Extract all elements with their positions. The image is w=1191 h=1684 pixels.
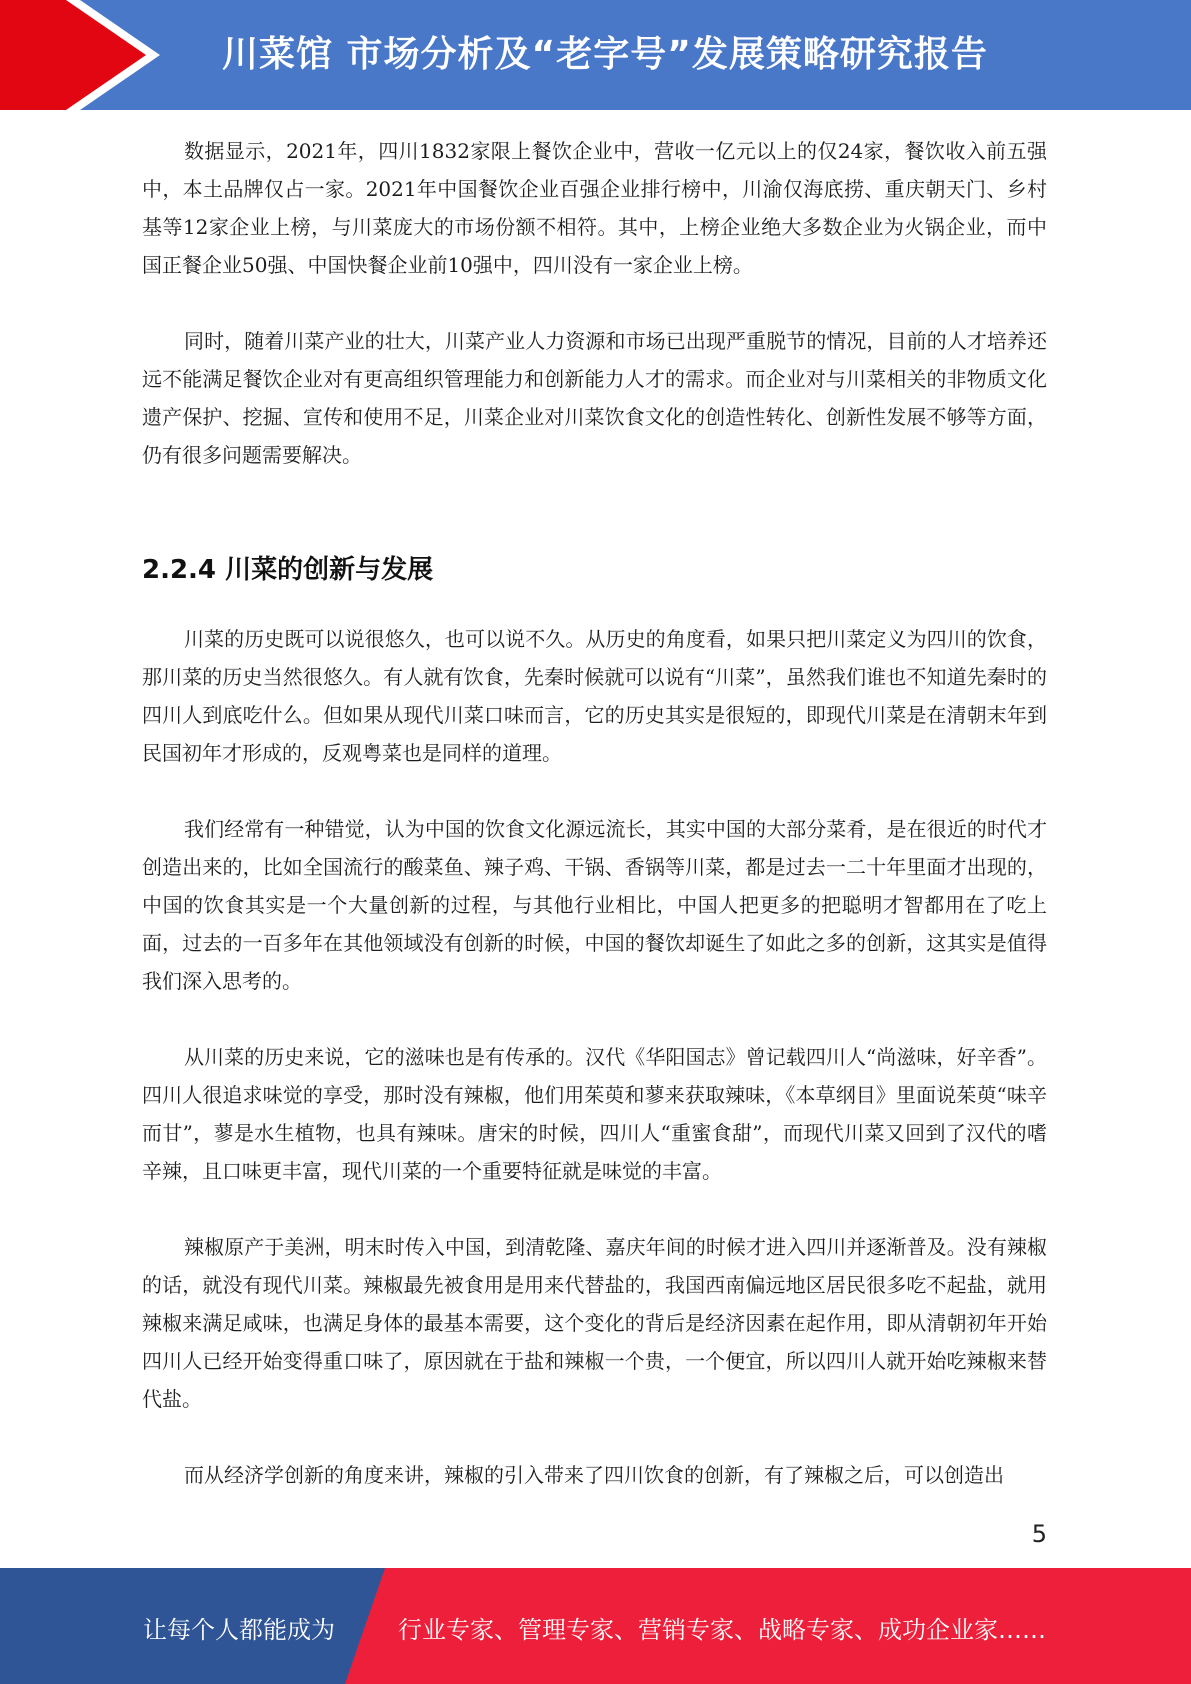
footer-slogan-right: 行业专家、管理专家、营销专家、战略专家、成功企业家…… (398, 1616, 1046, 1644)
header-red-arrow (0, 0, 150, 110)
paragraph-flavor-heritage: 从川菜的历史来说，它的滋味也是有传承的。汉代《华阳国志》曾记载四川人“尚滋味，好辛香”。四川人很追求味觉的享受，那时没有辣椒，他们用茱萸和蓼来获取辣味，《本草纲目》里面说茱萸“味辛而甘”，蓼是水生植物，也具有辣味。唐宋的时候，四川人“重蜜食甜”，而现代川菜又回到了汉代的嗜辛辣，且口味更丰富，现代川菜的一个重要特征就是味觉的丰富。 (142, 1045, 1047, 1183)
footer-slogan-left: 让每个人都能成为 (143, 1616, 335, 1644)
page-header (0, 0, 1191, 110)
paragraph-restaurant-rankings: 数据显示，2021年，四川1832家限上餐饮企业中，营收一亿元以上的仅24家，餐饮收入前五强中，本土品牌仅占一家。2021年中国餐饮企业百强企业排行榜中，川渝仅海底捞、重庆朝天门、乡村基等12家企业上榜，与川菜庞大的市场份额不相符。其中，上榜企业绝大多数企业为火锅企业，而中国正餐企业50强、中国快餐企业前10强中，四川没有一家企业上榜。 (142, 139, 1047, 277)
paragraph-innovation: 我们经常有一种错觉，认为中国的饮食文化源远流长，其实中国的大部分菜肴，是在很近的时代才创造出来的，比如全国流行的酸菜鱼、辣子鸡、干锅、香锅等川菜，都是过去一二十年里面才出现的，中国的饮食其实是一个大量创新的过程，与其他行业相比，中国人把更多的把聪明才智都用在了吃上面，过去的一百多年在其他领域没有创新的时候，中国的餐饮却诞生了如此之多的创新，这其实是值得我们深入思考的。 (142, 817, 1047, 993)
document-body (142, 132, 1047, 1494)
report-title: 川菜馆 市场分析及“老字号”发展策略研究报告 (222, 34, 988, 75)
page-number: 5 (1031, 1520, 1047, 1548)
paragraph-talent-gap: 同时，随着川菜产业的壮大，川菜产业人力资源和市场已出现严重脱节的情况，目前的人才培养还远不能满足餐饮企业对有更高组织管理能力和创新能力人才的需求。而企业对与川菜相关的非物质文化遗产保护、挖掘、宣传和使用不足，川菜企业对川菜饮食文化的创造性转化、创新性发展不够等方面，仍有很多问题需要解决。 (142, 329, 1047, 467)
paragraph-economic-innovation: 而从经济学创新的角度来讲，辣椒的引入带来了四川饮食的创新，有了辣椒之后，可以创造出 (184, 1463, 1004, 1487)
paragraph-chili-origin: 辣椒原产于美洲，明末时传入中国，到清乾隆、嘉庆年间的时候才进入四川并逐渐普及。没有辣椒的话，就没有现代川菜。辣椒最先被食用是用来代替盐的，我国西南偏远地区居民很多吃不起盐，就用辣椒来满足咸味，也满足身体的最基本需要，这个变化的背后是经济因素在起作用，即从清朝初年开始四川人已经开始变得重口味了，原因就在于盐和辣椒一个贵，一个便宜，所以四川人就开始吃辣椒来替代盐。 (142, 1235, 1047, 1411)
section-heading: 2.2.4 川菜的创新与发展 (142, 555, 434, 585)
page-footer (0, 1568, 1191, 1684)
paragraph-history: 川菜的历史既可以说很悠久，也可以说不久。从历史的角度看，如果只把川菜定义为四川的饮食，那川菜的历史当然很悠久。有人就有饮食，先秦时候就可以说有“川菜”，虽然我们谁也不知道先秦时的四川人到底吃什么。但如果从现代川菜口味而言，它的历史其实是很短的，即现代川菜是在清朝末年到民国初年才形成的，反观粤菜也是同样的道理。 (142, 627, 1047, 765)
